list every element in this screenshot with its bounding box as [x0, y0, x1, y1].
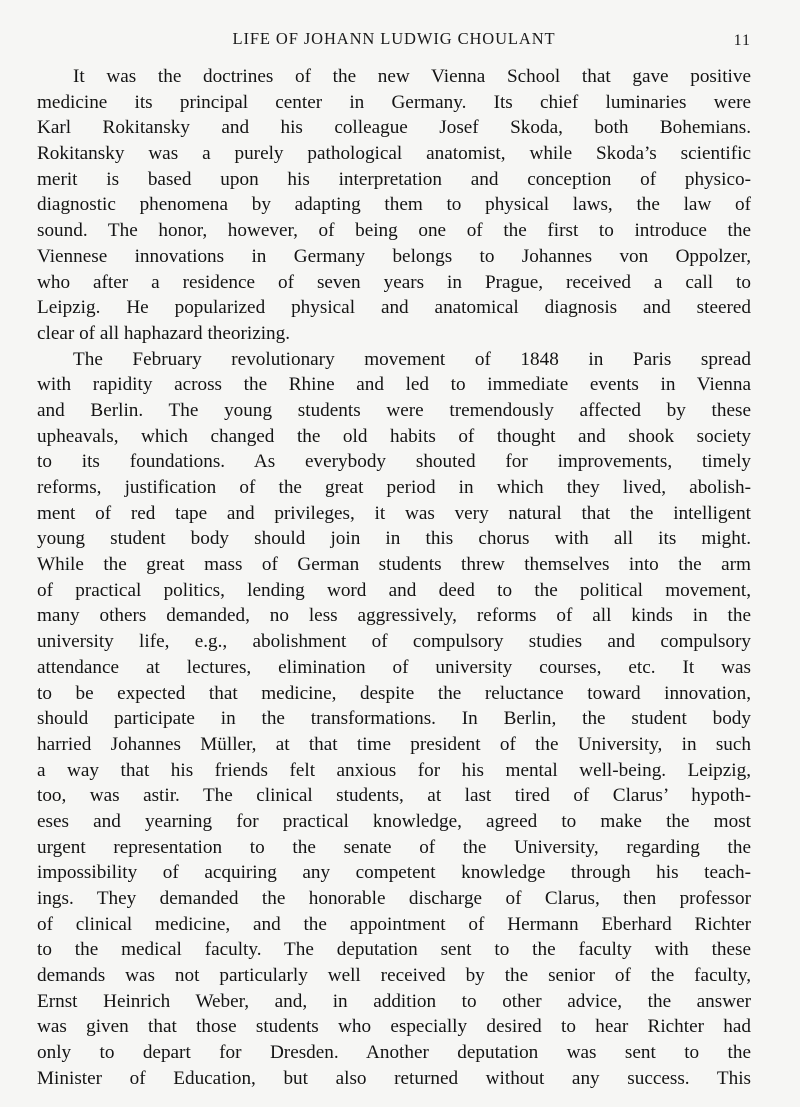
text-line: should participate in the transformations. In Berlin, the student body [37, 708, 751, 730]
text-line: who after a residence of seven years in Prague, received a call to [37, 271, 751, 293]
text-line: sound. The honor, however, of being one of the first to introduce the [37, 220, 751, 242]
text-line: of clinical medicine, and the appointment of Hermann Eberhard Richter [37, 913, 751, 935]
text-line: Rokitansky was a purely pathological anatomist, while Skoda’s scientific [37, 143, 751, 165]
text-line: to its foundations. As everybody shouted for improvements, timely [37, 451, 751, 473]
text-line: diagnostic phenomena by adapting them to physical laws, the law of [37, 194, 751, 216]
text-line: to the medical faculty. The deputation sent to the faculty with these [37, 939, 751, 961]
text-line: ment of red tape and privileges, it was very natural that the intelligent [37, 502, 751, 524]
text-line: Minister of Education, but also returned without any success. This [37, 1067, 751, 1089]
body-text [37, 64, 751, 1092]
paragraph-revolution-1848 [37, 347, 751, 1092]
text-line: While the great mass of German students threw themselves into the arm [37, 554, 751, 576]
text-line: reforms, justification of the great period in which they lived, abolish- [37, 477, 751, 498]
text-line: demands was not particularly well received by the senior of the faculty, [37, 965, 751, 987]
paragraph-vienna-school [37, 64, 751, 347]
running-title: LIFE OF JOHANN LUDWIG CHOULANT [232, 29, 556, 48]
text-line: of practical politics, lending word and deed to the political movement, [37, 579, 751, 601]
page-number: 11 [733, 32, 751, 49]
text-line: harried Johannes Müller, at that time president of the University, in such [37, 733, 751, 755]
text-line: Karl Rokitansky and his colleague Josef Skoda, both Bohemians. [37, 117, 751, 139]
text-line: medicine its principal center in Germany. Its chief luminaries were [37, 91, 751, 113]
text-line: university life, e.g., abolishment of compulsory studies and compulsory [37, 631, 751, 653]
text-line: merit is based upon his interpretation and conception of physico- [37, 168, 751, 190]
text-line: was given that those students who especially desired to hear Richter had [37, 1016, 751, 1038]
text-line: attendance at lectures, elimination of university courses, etc. It was [37, 656, 751, 678]
text-line: The February revolutionary movement of 1848 in Paris spread [73, 348, 751, 370]
text-line: ings. They demanded the honorable discharge of Clarus, then professor [37, 888, 751, 909]
text-line: too, was astir. The clinical students, at last tired of Clarus’ hypoth- [37, 785, 751, 807]
text-line: with rapidity across the Rhine and led to immediate events in Vienna [37, 374, 751, 396]
text-line: and Berlin. The young students were tremendously affected by these [37, 399, 751, 421]
text-line: young student body should join in this chorus with all its might. [37, 528, 751, 550]
text-line: only to depart for Dresden. Another deputation was sent to the [37, 1042, 751, 1064]
text-line: urgent representation to the senate of the University, regarding the [37, 836, 751, 858]
text-line: clear of all haphazard theorizing. [37, 322, 291, 344]
text-line: It was the doctrines of the new Vienna School that gave positive [73, 66, 751, 87]
text-line: to be expected that medicine, despite the reluctance toward innovation, [37, 682, 751, 704]
text-line: Viennese innovations in Germany belongs to Johannes von Oppolzer, [37, 245, 751, 267]
text-line: many others demanded, no less aggressively, reforms of all kinds in the [37, 605, 751, 627]
text-line: Ernst Heinrich Weber, and, in addition to other advice, the answer [37, 990, 751, 1012]
text-line: a way that his friends felt anxious for his mental well-being. Leipzig, [37, 759, 751, 781]
text-line: Leipzig. He popularized physical and anatomical diagnosis and steered [37, 297, 751, 319]
text-line: impossibility of acquiring any competent knowledge through his teach- [37, 862, 751, 884]
running-head [37, 28, 751, 50]
text-line: eses and yearning for practical knowledge, agreed to make the most [37, 810, 751, 832]
text-line: upheavals, which changed the old habits of thought and shook society [37, 425, 751, 447]
